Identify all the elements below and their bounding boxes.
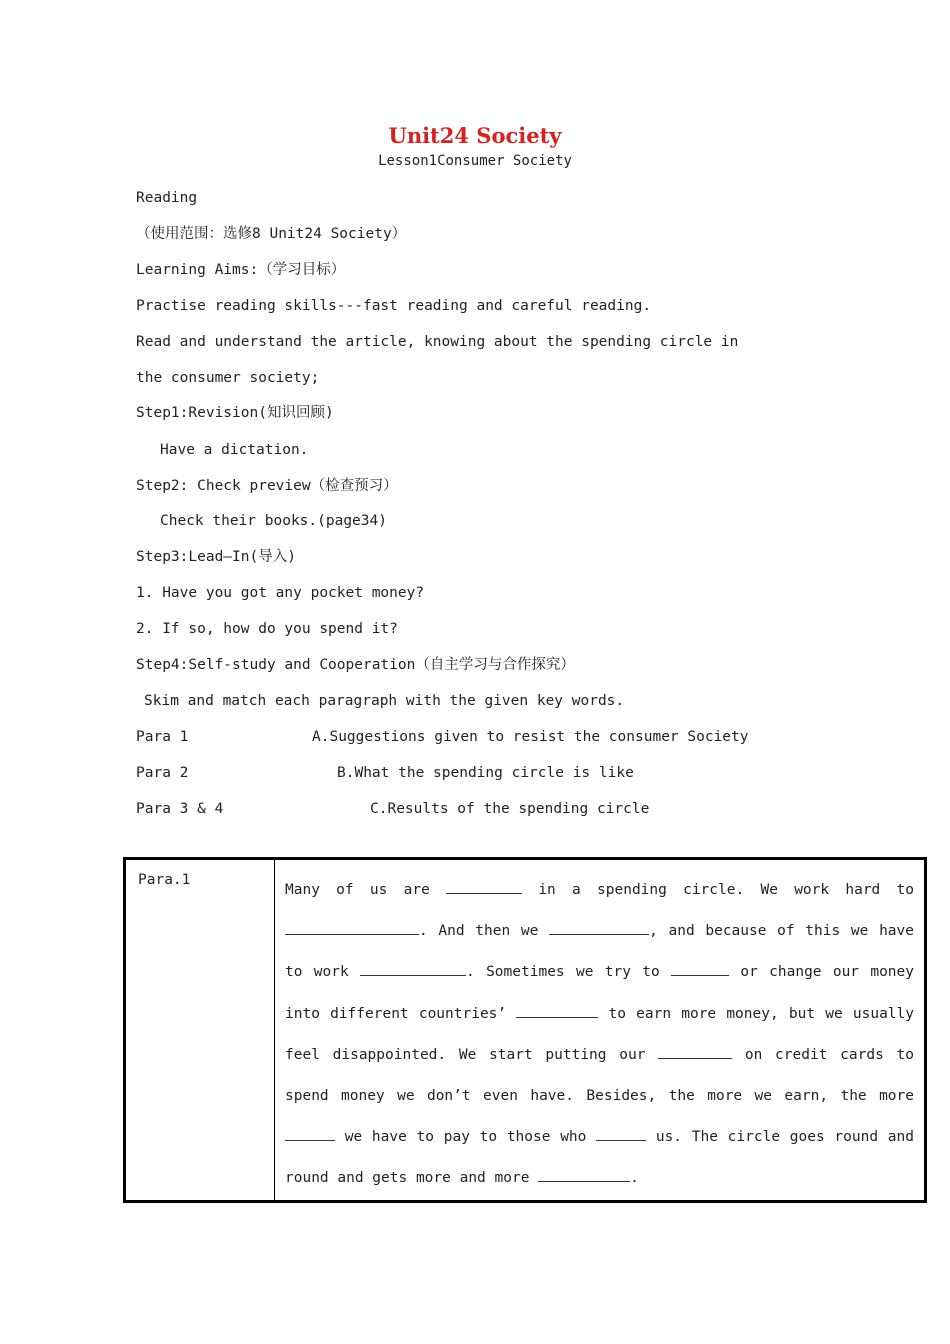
match-right-c: C.Results of the spending circle bbox=[370, 801, 650, 817]
text-segment: , and because of this we have to work bbox=[285, 923, 914, 981]
match-left-1: Para 1 bbox=[136, 729, 189, 745]
section-reading: Reading bbox=[136, 190, 198, 206]
paragraph-text bbox=[285, 870, 914, 1200]
fill-blank-5[interactable] bbox=[671, 961, 729, 976]
match-right-a: A.Suggestions given to resist the consumer Society bbox=[312, 729, 749, 745]
match-left-2: Para 2 bbox=[136, 765, 189, 781]
fill-blank-1[interactable] bbox=[446, 879, 522, 894]
paragraph-table bbox=[123, 857, 927, 1203]
step2-heading: Step2: Check preview（检查预习） bbox=[136, 478, 398, 494]
text-segment: Many of us are bbox=[285, 882, 447, 898]
aim-2-line-1: Read and understand the article, knowing about the spending circle in bbox=[136, 334, 739, 350]
text-segment: us. The circle goes round and round and gets more and more bbox=[285, 1129, 914, 1187]
fill-blank-10[interactable] bbox=[538, 1167, 630, 1182]
step4-detail: Skim and match each paragraph with the given key words. bbox=[144, 693, 625, 709]
fill-blank-2[interactable] bbox=[285, 920, 419, 935]
text-segment: in a spending circle. We work hard to bbox=[522, 882, 915, 898]
fill-blank-4[interactable] bbox=[360, 961, 466, 976]
match-right-b: B.What the spending circle is like bbox=[337, 765, 634, 781]
text-segment: we have to pay to those who bbox=[335, 1129, 597, 1146]
fill-blank-7[interactable] bbox=[658, 1044, 732, 1059]
text-segment: . Sometimes we try to bbox=[466, 964, 672, 981]
text-segment: to earn more money, but we usually feel disappointed. We start putting our bbox=[285, 1005, 914, 1063]
page-title: Unit24 Society bbox=[388, 123, 562, 148]
text-segment: on credit cards to spend money we don’t even have. Besides, the more we earn, the more bbox=[285, 1046, 914, 1105]
step2-detail: Check their books.(page34) bbox=[160, 513, 387, 529]
question-2: 2. If so, how do you spend it? bbox=[136, 621, 398, 637]
aim-2-line-2: the consumer society; bbox=[136, 370, 320, 386]
text-segment: . And then we bbox=[419, 923, 550, 940]
match-left-3: Para 3 & 4 bbox=[136, 801, 224, 817]
step3-heading: Step3:Lead—In(导入) bbox=[136, 549, 296, 565]
step4-heading: Step4:Self-study and Cooperation（自主学习与合作探究） bbox=[136, 657, 575, 673]
fill-blank-9[interactable] bbox=[596, 1126, 646, 1141]
usage-scope: （使用范围：选修8 Unit24 Society） bbox=[136, 226, 407, 242]
paragraph-label: Para.1 bbox=[125, 859, 275, 1202]
fill-blank-8[interactable] bbox=[285, 1126, 335, 1141]
learning-aims-heading: Learning Aims:（学习目标） bbox=[136, 262, 346, 278]
fill-blank-6[interactable] bbox=[516, 1003, 598, 1018]
aim-1: Practise reading skills---fast reading and careful reading. bbox=[136, 298, 652, 314]
fill-blank-3[interactable] bbox=[549, 920, 649, 935]
step1-detail: Have a dictation. bbox=[160, 442, 309, 458]
question-1: 1. Have you got any pocket money? bbox=[136, 585, 425, 601]
paragraph-cell bbox=[275, 859, 926, 1202]
lesson-subtitle: Lesson1Consumer Society bbox=[378, 153, 572, 169]
text-segment: or change our money into different countries’ bbox=[285, 964, 914, 1022]
step1-heading: Step1:Revision(知识回顾) bbox=[136, 405, 334, 421]
text-segment: . bbox=[630, 1170, 639, 1187]
